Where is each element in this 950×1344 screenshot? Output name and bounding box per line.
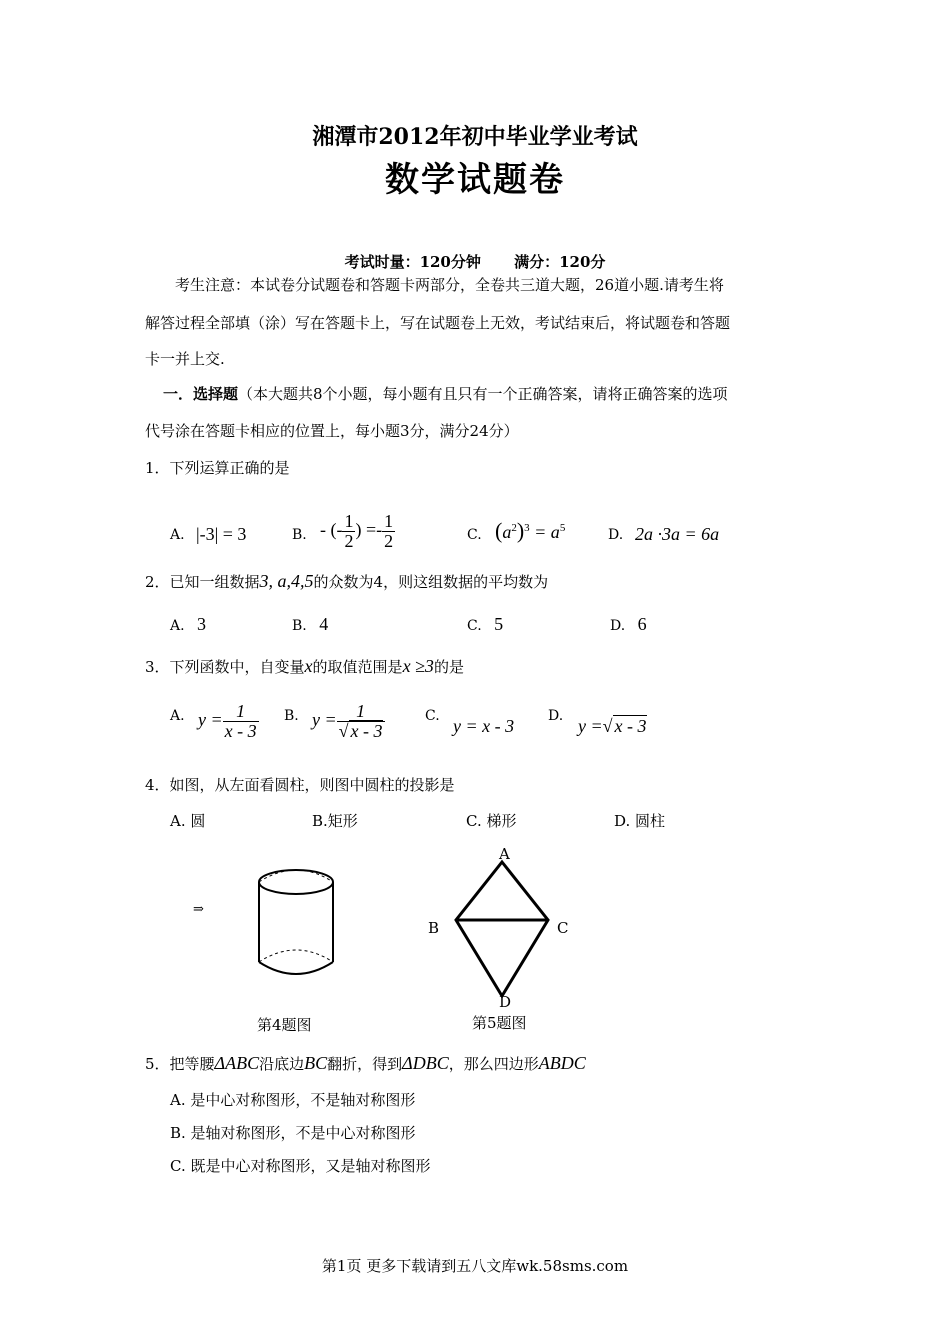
q4-stem: 4．如图，从左面看圆柱，则图中圆柱的投影是 xyxy=(145,776,455,794)
q5-option-a: A. 是中心对称图形，不是轴对称图形 xyxy=(170,1091,416,1109)
vertex-label-c: C xyxy=(557,919,569,937)
q3-option-a-expr: y = $\frac{1}{x - 3}$ xyxy=(198,701,257,741)
score-label: 满分：120分 xyxy=(514,253,606,271)
q5-option-c: C. 既是中心对称图形，又是轴对称图形 xyxy=(170,1157,431,1175)
q3-option-d-label: D. xyxy=(548,708,564,724)
notice-line-1: 考生注意：本试卷分试题卷和答题卡两部分，全卷共三道大题，26道小题.请考生将 xyxy=(175,276,724,294)
page-footer: 第1页 更多下载请到五八文库wk.58sms.com xyxy=(321,1257,629,1275)
q4-option-a: A. 圆 xyxy=(170,812,206,830)
vertex-label-b: B xyxy=(428,919,440,937)
notice-line-2: 解答过程全部填（涂）写在答题卡上，写在试题卷上无效，考试结束后，将试题卷和答题 xyxy=(145,314,731,332)
arrow-icon: ⇒ xyxy=(193,902,204,917)
q5-option-b: B. 是轴对称图形，不是中心对称图形 xyxy=(170,1124,416,1142)
q5-stem: 5．把等腰ΔABC沿底边BC翻折，得到ΔDBC，那么四边形ABDC xyxy=(145,1053,586,1073)
q2-stem: 2．已知一组数据3, a,4,5的众数为4，则这组数据的平均数为 xyxy=(145,571,549,591)
cylinder-figure xyxy=(250,862,346,986)
q4-option-d: D. 圆柱 xyxy=(614,812,666,830)
fig4-caption: 第4题图 xyxy=(257,1016,312,1034)
notice-line-3: 卡一并上交. xyxy=(145,350,225,368)
q1-option-b-label: B. xyxy=(292,527,307,543)
q3-option-c-label: C. xyxy=(425,708,440,724)
q1-option-b-expr xyxy=(320,512,395,551)
exam-subtitle: 数学试题卷 xyxy=(385,160,565,200)
vertex-label-d: D xyxy=(499,993,512,1011)
q3-option-c-expr: y = x - 3 xyxy=(453,716,515,736)
q3-option-a-label: A. xyxy=(170,708,185,724)
q4-option-c: C. 梯形 xyxy=(466,812,517,830)
q2-option-a: A. 3 xyxy=(170,614,207,634)
cylinder-top-ellipse xyxy=(259,870,333,894)
exam-title: 湘潭市2012年初中毕业学业考试 xyxy=(312,124,638,150)
cylinder-bottom-dashed xyxy=(259,950,333,962)
section1-desc-2: 代号涂在答题卡相应的位置上，每小题3分，满分24分） xyxy=(145,422,519,440)
section1-line-1 xyxy=(163,376,728,412)
q2-option-d: D. 6 xyxy=(610,614,647,634)
q3-option-d-expr: y =√ x - 3 xyxy=(578,716,647,736)
q1-b-frac-1: $\frac{1}{2}$ xyxy=(344,511,354,551)
q1-stem: 1．下列运算正确的是 xyxy=(145,459,290,477)
time-label: 考试时量：120分钟 xyxy=(344,253,481,271)
section1-heading: 一．选择题 xyxy=(163,385,239,403)
q1-option-d-label: D. xyxy=(608,527,624,543)
q3-stem: 3．下列函数中，自变量x的取值范围是x ≥3的是 xyxy=(145,656,464,676)
q1-option-a-label: A. xyxy=(170,527,185,543)
q1-option-c-label: C. xyxy=(467,527,482,543)
q2-option-c: C. 5 xyxy=(467,614,504,634)
vertex-label-a: A xyxy=(499,845,510,863)
q3-option-b-label: B. xyxy=(284,708,299,724)
q1-option-c-expr: $(a^2)^3 = a^5$ xyxy=(495,518,566,543)
q4-option-b: B.矩形 xyxy=(312,812,358,830)
rhombus-abdc xyxy=(456,862,548,996)
q2-option-b: B. 4 xyxy=(292,614,329,634)
cylinder-bottom-solid xyxy=(259,962,333,974)
cylinder-top-dashed xyxy=(259,870,333,882)
q1-option-a-expr: |-3| = 3 xyxy=(196,524,247,544)
rhombus-figure xyxy=(450,858,554,1011)
fig5-caption: 第5题图 xyxy=(472,1014,527,1032)
section1-desc-1: （本大题共8个小题，每小题有且只有一个正确答案，请将正确答案的选项 xyxy=(238,385,728,403)
q1-b-mid: ) =- xyxy=(355,519,383,540)
q3-option-b-expr: y = $\frac{1}{√ x - 3}$ xyxy=(312,701,383,741)
q1-b-lhs: - (- xyxy=(320,519,343,540)
q1-option-d-expr: 2a ·3a = 6a xyxy=(635,524,720,544)
q1-b-frac-2: $\frac{1}{2}$ xyxy=(384,511,394,551)
